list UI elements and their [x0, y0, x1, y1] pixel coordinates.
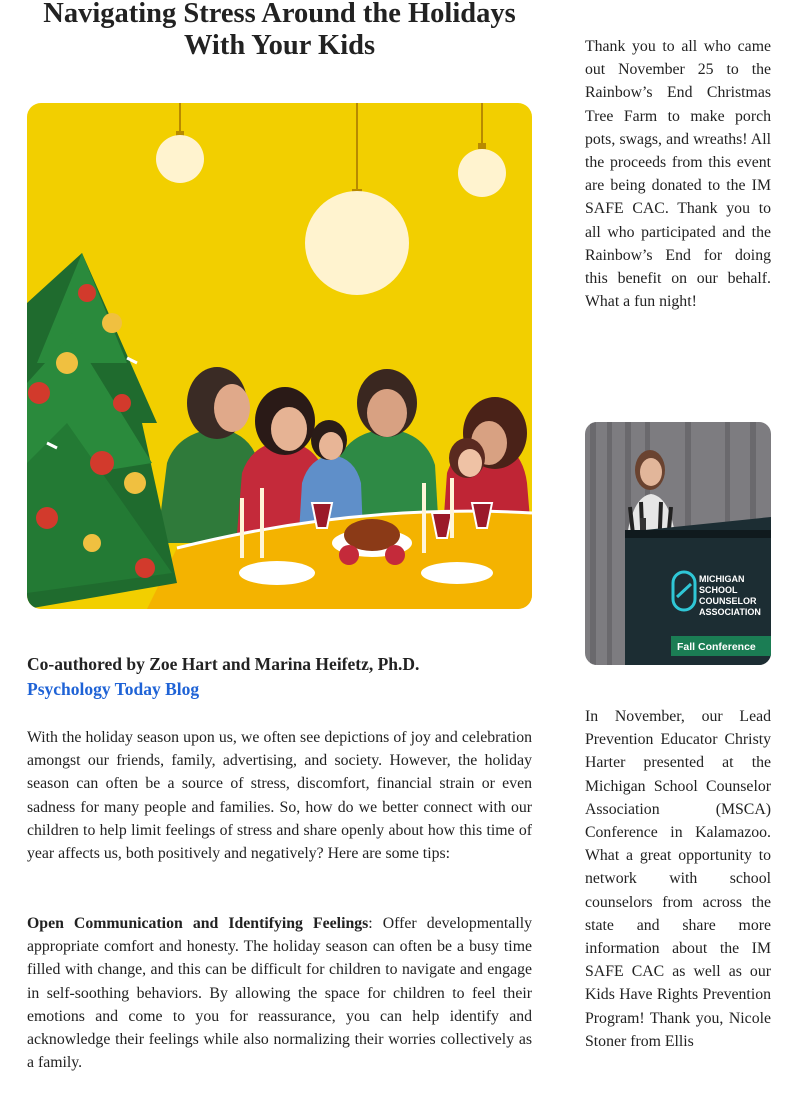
- tip-paragraph: [27, 912, 532, 1074]
- tip-heading: Open Communication and Identifying Feelings: [27, 915, 369, 932]
- sign-line-2: SCHOOL: [699, 585, 738, 595]
- sign-line-1: MICHIGAN: [699, 574, 745, 584]
- conference-speaker-photo: [585, 422, 771, 665]
- sidebar-tree-farm-text: Thank you to all who came out November 25 to the Rainbow’s End Christmas Tree Farm to make porch pots, swags, and wreaths! All the proceeds from this event are being donated to the IM SAFE CAC. Thank you to all who participated and the Rainbow’s End for doing this benefit on our behalf. What a fun night!: [585, 38, 771, 311]
- sign-line-3: COUNSELOR: [699, 596, 757, 606]
- article-title: Navigating Stress Around the Holidays With Your Kids: [43, 0, 516, 61]
- sidebar-msca-text: In November, our Lead Prevention Educator Christy Harter presented at the Michigan School Counselor Association (MSCA) Conference in Kalamazoo. What a great opportunity to network with school counselors from across the state and share more information about the IM SAFE CAC as well as our Kids Have Rights Prevention Program! Thank you, Nicole Stoner from Ellis: [585, 708, 771, 1050]
- psychology-today-blog-link[interactable]: Psychology Today Blog: [27, 679, 200, 699]
- intro-paragraph: With the holiday season upon us, we often see depictions of joy and celebration amongst our friends, family, advertising, and society. However, the holiday season can often be a source of stress, discomfort, financial strain or even sadness for many people and families. So, how do we better connect with our children to help limit feelings of stress and share openly about how this time of year affects us, both positively and negatively? Here are some tips:: [27, 729, 532, 863]
- tip-text: : Offer developmentally appropriate comfort and honesty. The holiday season can often be a busy time filled with change, and this can be difficult for children to navigate and engage in self-soothing behaviors. By allowing the space for children to feel their emotions and come to you for reassurance, you can help identify and acknowledge their feelings while also normalizing their worries collectively as a family.: [27, 915, 532, 1072]
- sign-banner: Fall Conference: [677, 641, 756, 653]
- article-authors: Co-authored by Zoe Hart and Marina Heifetz, Ph.D.: [27, 654, 420, 674]
- sign-line-4: ASSOCIATION: [699, 607, 761, 617]
- holiday-family-illustration: [27, 103, 532, 609]
